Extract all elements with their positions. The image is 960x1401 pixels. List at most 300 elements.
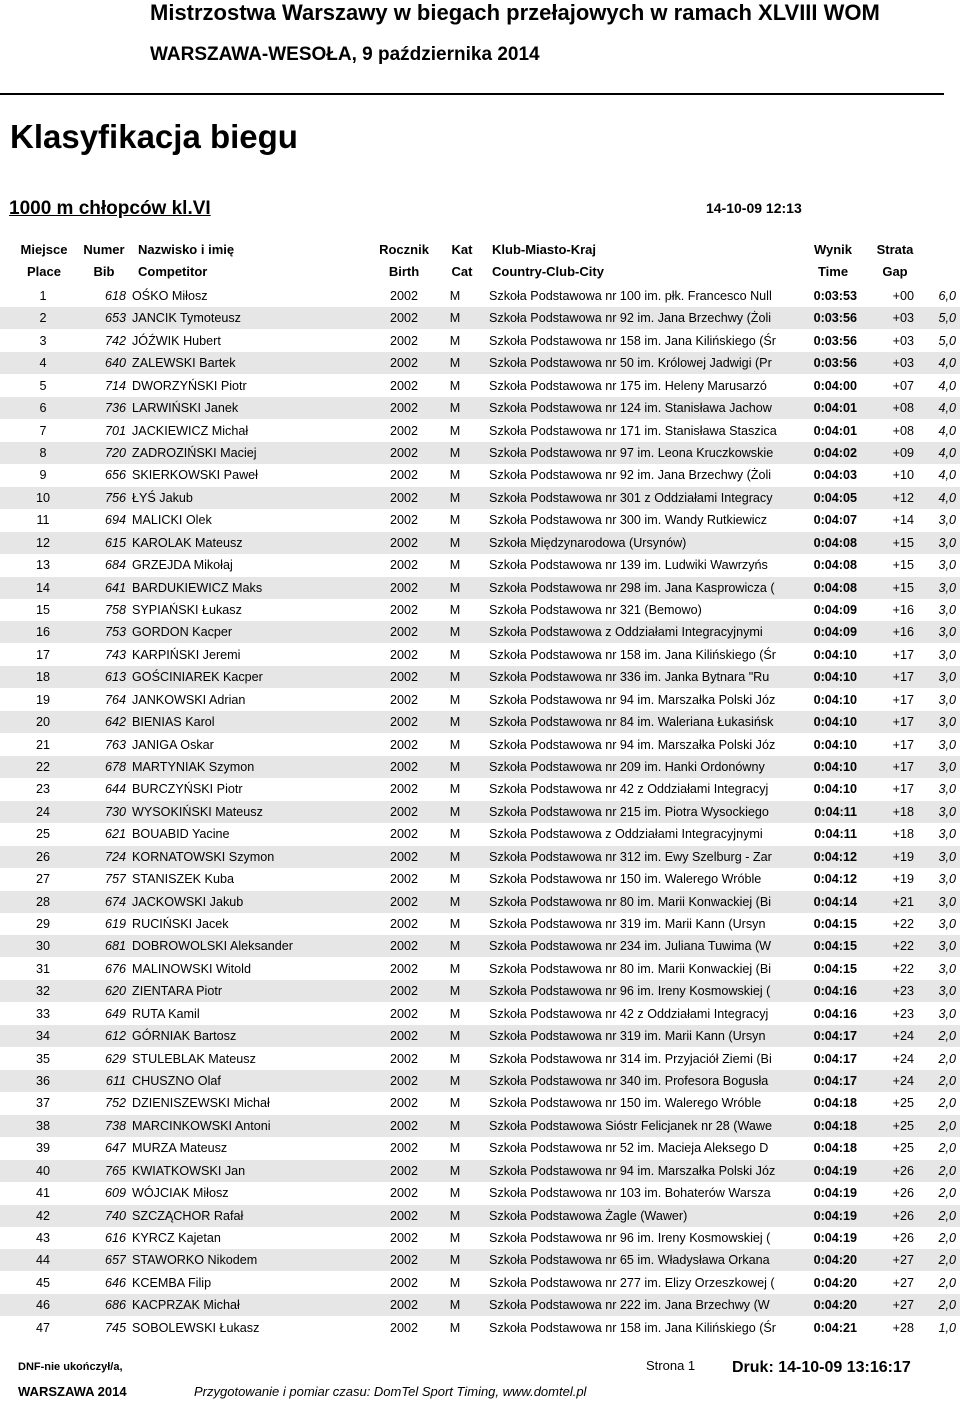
cell-time: 0:04:19	[813, 1231, 857, 1246]
cell-time: 0:04:10	[813, 782, 857, 797]
cell-gap: +26	[892, 1208, 914, 1223]
cell-cat: M	[449, 1029, 461, 1044]
cell-place: 5	[39, 378, 47, 393]
cell-club: Szkoła Podstawowa nr 319 im. Marii Kann (Ursyn	[489, 917, 766, 932]
cell-gap: +17	[892, 737, 914, 752]
table-row	[0, 1272, 960, 1294]
cell-cat: M	[449, 1186, 461, 1201]
cell-birth: 2002	[389, 961, 419, 976]
footer-dnf-note: DNF-nie ukończył/a,	[18, 1361, 123, 1373]
cell-bib: 714	[104, 378, 126, 393]
cell-time: 0:04:10	[813, 670, 857, 685]
cell-name: GRZEJDA Mikołaj	[132, 558, 233, 573]
cell-time: 0:04:09	[813, 603, 857, 618]
cell-place: 36	[35, 1074, 50, 1089]
cell-place: 16	[35, 625, 50, 640]
cell-pts: 4,0	[938, 356, 956, 371]
cell-club: Szkoła Podstawowa nr 314 im. Przyjaciół Ziemi (Bi	[489, 1051, 772, 1066]
col-header-cat-en: Cat	[451, 264, 473, 279]
cell-bib: 740	[104, 1208, 126, 1223]
table-row	[0, 1294, 960, 1316]
table-row	[0, 1137, 960, 1159]
cell-bib: 742	[104, 333, 126, 348]
cell-name: MALICKI Olek	[132, 513, 212, 528]
cell-gap: +23	[892, 1006, 914, 1021]
col-header-name-en: Competitor	[138, 264, 208, 279]
cell-club: Szkoła Podstawowa nr 150 im. Walerego Wróble	[489, 872, 762, 887]
col-header-bib-pl: Numer	[83, 242, 125, 257]
cell-cat: M	[449, 1074, 461, 1089]
cell-name: SYPIAŃSKI Łukasz	[132, 603, 242, 618]
col-header-gap-en: Gap	[882, 264, 908, 279]
cell-name: KACPRZAK Michał	[132, 1298, 240, 1313]
cell-birth: 2002	[389, 1051, 419, 1066]
cell-place: 10	[35, 490, 50, 505]
cell-club: Szkoła Podstawowa nr 222 im. Jana Brzechwy (W	[489, 1298, 770, 1313]
cell-bib: 676	[104, 961, 126, 976]
cell-place: 43	[35, 1231, 50, 1246]
cell-pts: 3,0	[938, 872, 956, 887]
cell-club: Szkoła Podstawowa nr 340 im. Profesora Bogusła	[489, 1074, 769, 1089]
table-row	[0, 330, 960, 352]
cell-birth: 2002	[389, 558, 419, 573]
cell-name: MARCINKOWSKI Antoni	[132, 1118, 271, 1133]
cell-time: 0:03:56	[813, 356, 857, 371]
cell-bib: 724	[104, 849, 126, 864]
cell-cat: M	[449, 356, 461, 371]
race-datetime: 14-10-09 12:13	[706, 200, 802, 216]
table-row	[0, 1182, 960, 1204]
table-row	[0, 1205, 960, 1227]
cell-place: 47	[35, 1320, 50, 1335]
cell-birth: 2002	[389, 1029, 419, 1044]
cell-place: 30	[35, 939, 50, 954]
cell-name: WYSOKIŃSKI Mateusz	[132, 804, 263, 819]
cell-cat: M	[449, 1298, 461, 1313]
cell-club: Szkoła Podstawowa nr 94 im. Marszałka Polski Józ	[489, 1163, 776, 1178]
cell-bib: 618	[104, 289, 126, 303]
cell-name: GÓRNIAK Bartosz	[132, 1029, 237, 1044]
cell-club: Szkoła Podstawowa nr 103 im. Bohaterów Warsza	[489, 1186, 771, 1201]
col-header-name-pl: Nazwisko i imię	[138, 242, 235, 257]
cell-place: 22	[35, 760, 50, 775]
table-row	[0, 532, 960, 554]
cell-time: 0:04:10	[813, 737, 857, 752]
cell-gap: +19	[892, 849, 914, 864]
cell-pts: 3,0	[938, 917, 956, 932]
cell-pts: 3,0	[938, 984, 956, 999]
cell-birth: 2002	[389, 356, 419, 371]
col-header-birth-en: Birth	[388, 264, 420, 279]
race-name: 1000 m chłopców kl.VI	[9, 198, 211, 219]
cell-gap: +22	[892, 961, 914, 976]
cell-birth: 2002	[389, 715, 419, 730]
cell-time: 0:04:15	[813, 939, 857, 954]
cell-club: Szkoła Podstawowa nr 92 im. Jana Brzechwy (Żoli	[489, 468, 772, 483]
cell-cat: M	[449, 872, 461, 887]
cell-bib: 616	[104, 1231, 126, 1246]
cell-name: KYRCZ Kajetan	[132, 1231, 221, 1246]
cell-pts: 3,0	[938, 715, 956, 730]
cell-birth: 2002	[389, 1163, 419, 1178]
cell-name: SKIERKOWSKI Paweł	[132, 468, 258, 483]
cell-name: JACKIEWICZ Michał	[132, 423, 249, 438]
col-header-club-en: Country-Club-City	[492, 264, 604, 279]
cell-pts: 3,0	[938, 558, 956, 573]
cell-name: GORDON Kacper	[132, 625, 233, 640]
cell-birth: 2002	[389, 692, 419, 707]
cell-cat: M	[449, 558, 461, 573]
cell-cat: M	[449, 804, 461, 819]
cell-place: 39	[35, 1141, 50, 1156]
cell-birth: 2002	[389, 872, 419, 887]
table-row	[0, 1070, 960, 1092]
cell-time: 0:04:10	[813, 692, 857, 707]
cell-gap: +03	[892, 356, 914, 371]
cell-cat: M	[449, 311, 461, 326]
cell-cat: M	[449, 984, 461, 999]
cell-birth: 2002	[389, 1253, 419, 1268]
cell-name: CHUSZNO Olaf	[132, 1074, 221, 1089]
cell-club: Szkoła Podstawowa nr 215 im. Piotra Wysockiego	[489, 804, 769, 819]
cell-place: 15	[35, 603, 50, 618]
cell-bib: 681	[104, 939, 126, 954]
cell-cat: M	[449, 1141, 461, 1156]
cell-name: ZIENTARA Piotr	[132, 984, 223, 999]
cell-gap: +15	[892, 535, 914, 550]
cell-gap: +27	[892, 1298, 914, 1313]
cell-name: DOBROWOLSKI Aleksander	[132, 939, 293, 954]
cell-birth: 2002	[389, 1208, 419, 1223]
col-header-cat-pl: Kat	[451, 242, 473, 257]
cell-time: 0:04:16	[813, 1006, 857, 1021]
table-row	[0, 980, 960, 1002]
cell-gap: +24	[892, 1029, 914, 1044]
cell-time: 0:04:20	[813, 1298, 857, 1313]
cell-place: 9	[39, 468, 47, 483]
table-row	[0, 689, 960, 711]
cell-cat: M	[449, 1208, 461, 1223]
cell-cat: M	[449, 692, 461, 707]
cell-pts: 3,0	[938, 760, 956, 775]
cell-pts: 3,0	[938, 939, 956, 954]
cell-place: 4	[39, 356, 47, 371]
cell-birth: 2002	[389, 760, 419, 775]
table-row	[0, 352, 960, 374]
cell-club: Szkoła Podstawowa nr 312 im. Ewy Szelburg - Zar	[489, 849, 772, 864]
cell-time: 0:04:07	[813, 513, 857, 528]
cell-pts: 2,0	[938, 1208, 956, 1223]
cell-birth: 2002	[389, 1096, 419, 1111]
cell-birth: 2002	[389, 1141, 419, 1156]
cell-name: JANCIK Tymoteusz	[132, 311, 241, 326]
cell-name: BURCZYŃSKI Piotr	[132, 782, 243, 797]
cell-time: 0:03:56	[813, 311, 857, 326]
cell-place: 7	[39, 423, 47, 438]
cell-gap: +22	[892, 917, 914, 932]
cell-club: Szkoła Podstawowa z Oddziałami Integracyjnymi	[489, 625, 763, 640]
cell-birth: 2002	[389, 513, 419, 528]
cell-birth: 2002	[389, 446, 419, 460]
cell-place: 32	[35, 984, 50, 999]
cell-place: 12	[35, 535, 50, 550]
cell-place: 25	[35, 827, 50, 842]
cell-place: 27	[35, 872, 50, 887]
cell-time: 0:04:18	[813, 1096, 857, 1111]
cell-time: 0:04:01	[813, 423, 857, 438]
cell-name: KORNATOWSKI Szymon	[132, 849, 275, 864]
footer-timing-credit: Przygotowanie i pomiar czasu: DomTel Sport Timing, www.domtel.pl	[194, 1384, 587, 1399]
table-row	[0, 577, 960, 599]
cell-birth: 2002	[389, 603, 419, 618]
championship-title: Mistrzostwa Warszawy w biegach przełajowych w ramach XLVIII WOM	[150, 0, 880, 25]
cell-pts: 2,0	[938, 1298, 956, 1313]
cell-pts: 6,0	[938, 289, 956, 303]
cell-gap: +25	[892, 1118, 914, 1133]
cell-gap: +03	[892, 311, 914, 326]
cell-pts: 5,0	[938, 311, 956, 326]
table-row	[0, 756, 960, 778]
cell-gap: +00	[892, 289, 914, 303]
cell-time: 0:04:20	[813, 1253, 857, 1268]
cell-bib: 653	[104, 311, 126, 326]
cell-cat: M	[449, 827, 461, 842]
cell-club: Szkoła Podstawowa nr 124 im. Stanisława Jachow	[489, 401, 772, 416]
cell-gap: +10	[892, 468, 914, 483]
cell-gap: +17	[892, 647, 914, 662]
cell-club: Szkoła Podstawowa nr 96 im. Ireny Kosmowskiej (	[489, 1231, 771, 1246]
cell-birth: 2002	[389, 737, 419, 752]
col-header-time-en: Time	[817, 264, 849, 279]
cell-club: Szkoła Podstawowa nr 171 im. Stanisława Staszica	[489, 423, 777, 438]
cell-time: 0:04:17	[813, 1051, 857, 1066]
cell-bib: 657	[104, 1253, 126, 1268]
col-header-place-pl: Miejsce	[20, 242, 68, 257]
cell-name: RUTA Kamil	[132, 1006, 200, 1021]
cell-pts: 2,0	[938, 1141, 956, 1156]
cell-time: 0:04:05	[813, 490, 857, 505]
table-row	[0, 734, 960, 756]
table-row	[0, 958, 960, 980]
cell-time: 0:04:21	[813, 1320, 857, 1335]
col-header-bib-en: Bib	[93, 264, 115, 279]
cell-name: KARPIŃSKI Jeremi	[132, 647, 241, 662]
cell-pts: 2,0	[938, 1074, 956, 1089]
cell-club: Szkoła Podstawowa nr 42 z Oddziałami Integracyj	[489, 1006, 769, 1021]
table-row	[0, 509, 960, 531]
cell-place: 13	[35, 558, 50, 573]
table-row	[0, 1317, 960, 1339]
cell-cat: M	[449, 289, 461, 303]
cell-place: 38	[35, 1118, 50, 1133]
cell-time: 0:04:16	[813, 984, 857, 999]
cell-gap: +17	[892, 715, 914, 730]
cell-time: 0:04:18	[813, 1118, 857, 1133]
cell-bib: 763	[104, 737, 126, 752]
cell-club: Szkoła Podstawowa z Oddziałami Integracyjnymi	[489, 827, 763, 842]
cell-club: Szkoła Podstawowa nr 301 z Oddziałami Integracy	[489, 490, 773, 505]
table-row	[0, 1003, 960, 1025]
table-row	[0, 1092, 960, 1114]
cell-bib: 640	[104, 356, 126, 371]
cell-name: STULEBLAK Mateusz	[132, 1051, 256, 1066]
cell-bib: 615	[104, 535, 126, 550]
cell-gap: +26	[892, 1186, 914, 1201]
cell-cat: M	[449, 894, 461, 909]
cell-cat: M	[449, 603, 461, 618]
cell-cat: M	[449, 1253, 461, 1268]
cell-time: 0:04:18	[813, 1141, 857, 1156]
cell-cat: M	[449, 647, 461, 662]
cell-name: OŚKO Miłosz	[132, 289, 208, 303]
cell-bib: 620	[104, 984, 126, 999]
cell-time: 0:04:19	[813, 1186, 857, 1201]
cell-pts: 3,0	[938, 782, 956, 797]
cell-cat: M	[449, 1163, 461, 1178]
cell-birth: 2002	[389, 782, 419, 797]
cell-name: WÓJCIAK Miłosz	[132, 1186, 229, 1201]
cell-time: 0:04:11	[814, 827, 857, 842]
cell-bib: 765	[104, 1163, 126, 1178]
cell-birth: 2002	[389, 423, 419, 438]
cell-bib: 730	[104, 804, 126, 819]
cell-time: 0:04:14	[813, 894, 857, 909]
cell-club: Szkoła Podstawowa nr 158 im. Jana Kilińskiego (Śr	[489, 1320, 776, 1335]
cell-place: 33	[35, 1006, 50, 1021]
cell-cat: M	[449, 939, 461, 954]
table-row	[0, 307, 960, 329]
cell-pts: 2,0	[938, 1275, 956, 1290]
cell-pts: 2,0	[938, 1096, 956, 1111]
cell-name: DWORZYŃSKI Piotr	[132, 378, 247, 393]
cell-time: 0:03:53	[813, 289, 857, 303]
cell-cat: M	[449, 1320, 461, 1335]
cell-time: 0:04:17	[813, 1074, 857, 1089]
cell-gap: +12	[892, 490, 914, 505]
cell-birth: 2002	[389, 1186, 419, 1201]
cell-club: Szkoła Podstawowa nr 300 im. Wandy Rutkiewicz	[489, 513, 768, 528]
cell-birth: 2002	[389, 1074, 419, 1089]
cell-place: 14	[35, 580, 50, 595]
cell-club: Szkoła Podstawowa nr 209 im. Hanki Ordonówny	[489, 760, 765, 775]
event-location-date: WARSZAWA-WESOŁA, 9 października 2014	[150, 44, 540, 65]
cell-pts: 1,0	[938, 1320, 956, 1335]
cell-time: 0:04:01	[813, 401, 857, 416]
cell-time: 0:04:10	[813, 715, 857, 730]
cell-place: 34	[35, 1029, 50, 1044]
cell-birth: 2002	[389, 849, 419, 864]
cell-cat: M	[449, 1231, 461, 1246]
table-row	[0, 375, 960, 397]
cell-place: 2	[39, 311, 47, 326]
cell-cat: M	[449, 468, 461, 483]
cell-bib: 684	[104, 558, 126, 573]
cell-bib: 764	[104, 692, 126, 707]
cell-gap: +27	[892, 1253, 914, 1268]
cell-name: JANIGA Oskar	[132, 737, 214, 752]
cell-cat: M	[449, 917, 461, 932]
cell-bib: 611	[105, 1074, 126, 1089]
table-row	[0, 285, 960, 307]
cell-gap: +25	[892, 1096, 914, 1111]
cell-gap: +16	[892, 625, 914, 640]
cell-time: 0:03:56	[813, 333, 857, 348]
cell-birth: 2002	[389, 333, 419, 348]
cell-time: 0:04:09	[813, 625, 857, 640]
cell-cat: M	[449, 961, 461, 976]
cell-gap: +27	[892, 1275, 914, 1290]
cell-bib: 758	[104, 603, 126, 618]
cell-time: 0:04:02	[813, 446, 857, 460]
cell-birth: 2002	[389, 1231, 419, 1246]
cell-time: 0:04:17	[813, 1029, 857, 1044]
cell-pts: 2,0	[938, 1029, 956, 1044]
table-row	[0, 397, 960, 419]
table-row	[0, 666, 960, 688]
cell-place: 44	[35, 1253, 50, 1268]
cell-cat: M	[449, 1118, 461, 1133]
cell-gap: +14	[892, 513, 914, 528]
cell-bib: 743	[104, 647, 126, 662]
cell-time: 0:04:10	[813, 647, 857, 662]
cell-bib: 745	[104, 1320, 126, 1335]
col-header-club-pl: Klub-Miasto-Kraj	[492, 242, 596, 257]
cell-bib: 686	[104, 1298, 126, 1313]
cell-gap: +24	[892, 1074, 914, 1089]
cell-bib: 674	[104, 894, 126, 909]
cell-pts: 3,0	[938, 692, 956, 707]
col-header-birth-pl: Rocznik	[379, 242, 429, 257]
cell-gap: +15	[892, 558, 914, 573]
cell-club: Szkoła Podstawowa nr 175 im. Heleny Marusarzó	[489, 378, 767, 393]
cell-pts: 3,0	[938, 603, 956, 618]
table-row	[0, 1048, 960, 1070]
cell-club: Szkoła Podstawowa nr 65 im. Władysława Orkana	[489, 1253, 770, 1268]
cell-time: 0:04:08	[813, 558, 857, 573]
cell-gap: +17	[892, 782, 914, 797]
table-row	[0, 778, 960, 800]
cell-bib: 642	[104, 715, 126, 730]
table-row	[0, 621, 960, 643]
cell-gap: +08	[892, 423, 914, 438]
cell-birth: 2002	[389, 939, 419, 954]
cell-club: Szkoła Podstawowa nr 50 im. Królowej Jadwigi (Pr	[489, 356, 772, 371]
cell-place: 45	[35, 1275, 50, 1290]
cell-place: 18	[35, 670, 50, 685]
cell-cat: M	[449, 715, 461, 730]
cell-bib: 720	[104, 446, 126, 460]
cell-name: MURZA Mateusz	[132, 1141, 228, 1156]
cell-pts: 3,0	[938, 961, 956, 976]
cell-club: Szkoła Podstawowa nr 94 im. Marszałka Polski Józ	[489, 737, 776, 752]
cell-cat: M	[449, 737, 461, 752]
cell-place: 8	[39, 446, 47, 460]
cell-gap: +19	[892, 872, 914, 887]
cell-bib: 757	[104, 872, 126, 887]
cell-bib: 756	[104, 490, 126, 505]
cell-time: 0:04:03	[813, 468, 857, 483]
cell-time: 0:04:19	[813, 1163, 857, 1178]
cell-pts: 4,0	[938, 423, 956, 438]
cell-pts: 4,0	[938, 401, 956, 416]
cell-birth: 2002	[389, 804, 419, 819]
table-row	[0, 487, 960, 509]
cell-time: 0:04:15	[813, 961, 857, 976]
cell-club: Szkoła Podstawowa nr 158 im. Jana Kilińskiego (Śr	[489, 333, 776, 348]
cell-name: JACKOWSKI Jakub	[132, 894, 244, 909]
cell-cat: M	[449, 1275, 461, 1290]
cell-pts: 3,0	[938, 535, 956, 550]
